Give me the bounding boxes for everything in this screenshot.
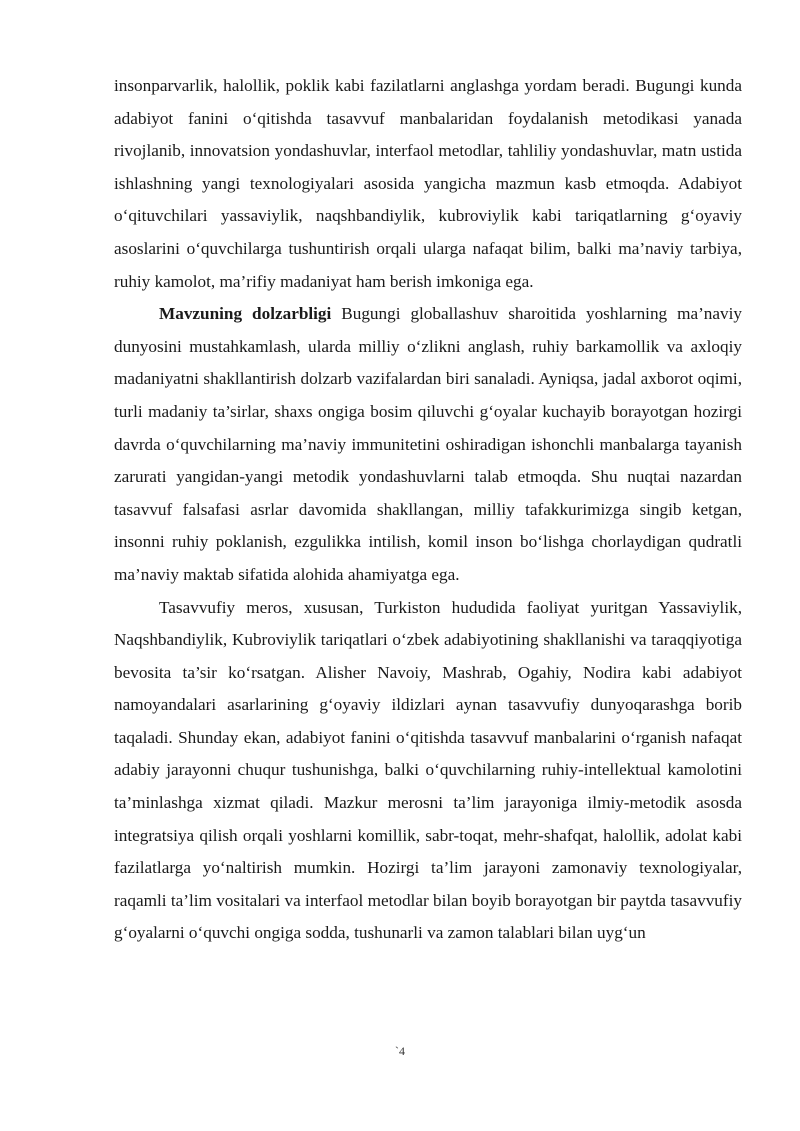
- body-text: [114, 70, 742, 950]
- paragraph-2-text: Bugungi globallashuv sharoitida yoshlarning ma’naviy dunyosini mustahkamlash, ularda milliy o‘zlikni anglash, ruhiy barkamollik va axloqiy madaniyatni shakllantirish dolzarb vazifalardan biri sanaladi. Ayniqsa, jadal axborot oqimi, turli madaniy ta’sirlar, shaxs ongiga bosim qiluvchi g‘oyalar kuchayib borayotgan hozirgi davrda o‘quvchilarning ma’naviy immunitetini oshiradigan ishonchli manbalarga tayanish zarurati yangidan-yangi metodik yondashuvlarni talab etmoqda. Shu nuqtai nazardan tasavvuf falsafasi asrlar davomida shakllangan, milliy tafakkurimizga singib ketgan, insonni ruhiy poklanish, ezgulikka intilish, komil inson bo‘lishga chorlaydigan qudratli ma’naviy maktab sifatida alohida ahamiyatga ega.: [114, 304, 742, 584]
- paragraph-3: [114, 592, 742, 951]
- section-heading-relevance: Mavzuning dolzarbligi: [159, 304, 332, 324]
- paragraph-1-text: insonparvarlik, halollik, poklik kabi fazilatlarni anglashga yordam beradi. Bugungi kunda adabiyot fanini o‘qitishda tasavvuf manbalaridan foydalanish metodikasi yanada rivojlanib, innovatsion yondashuvlar, interfaol metodlar, tahliliy yondashuvlar, matn ustida ishlashning yangi texnologiyalari asosida yangicha mazmun kasb etmoqda. Adabiyot o‘qituvchilari yassaviylik, naqshbandiylik, kubroviylik kabi tariqatlarning g‘oyaviy asoslarini o‘quvchilarga tushuntirish orqali ularga nafaqat bilim, balki ma’naviy tarbiya, ruhiy kamolot, ma’rifiy madaniyat ham berish imkoniga ega.: [114, 76, 742, 291]
- paragraph-3-text: Tasavvufiy meros, xususan, Turkiston hududida faoliyat yuritgan Yassaviylik, Naqshbandiylik, Kubroviylik tariqatlari o‘zbek adabiyotining shakllanishi va taraqqiyotiga bevosita ta’sir ko‘rsatgan. Alisher Navoiy, Mashrab, Ogahiy, Nodira kabi adabiyot namoyandalari asarlarining g‘oyaviy ildizlari aynan tasavvufiy dunyoqarashga borib taqaladi. Shunday ekan, adabiyot fanini o‘qitishda tasavvuf manbalarini o‘rganish nafaqat adabiy jarayonni chuqur tushunishga, balki o‘quvchilarning ruhiy-intellektual kamolotini ta’minlashga xizmat qiladi. Mazkur merosni ta’lim jarayoniga ilmiy-metodik asosda integratsiya qilish orqali yoshlarni komillik, sabr-toqat, mehr-shafqat, halollik, adolat kabi fazilatlarga yo‘naltirish mumkin. Hozirgi ta’lim jarayoni zamonaviy texnologiyalar, raqamli ta’lim vositalari va interfaol metodlar bilan boyib borayotgan bir paytda tasavvufiy g‘oyalarni o‘quvchi ongiga sodda, tushunarli va zamon talablari bilan uyg‘un: [114, 597, 742, 943]
- paragraph-1: [114, 70, 742, 298]
- page-number: `4: [395, 1044, 405, 1058]
- paragraph-2: [114, 298, 742, 591]
